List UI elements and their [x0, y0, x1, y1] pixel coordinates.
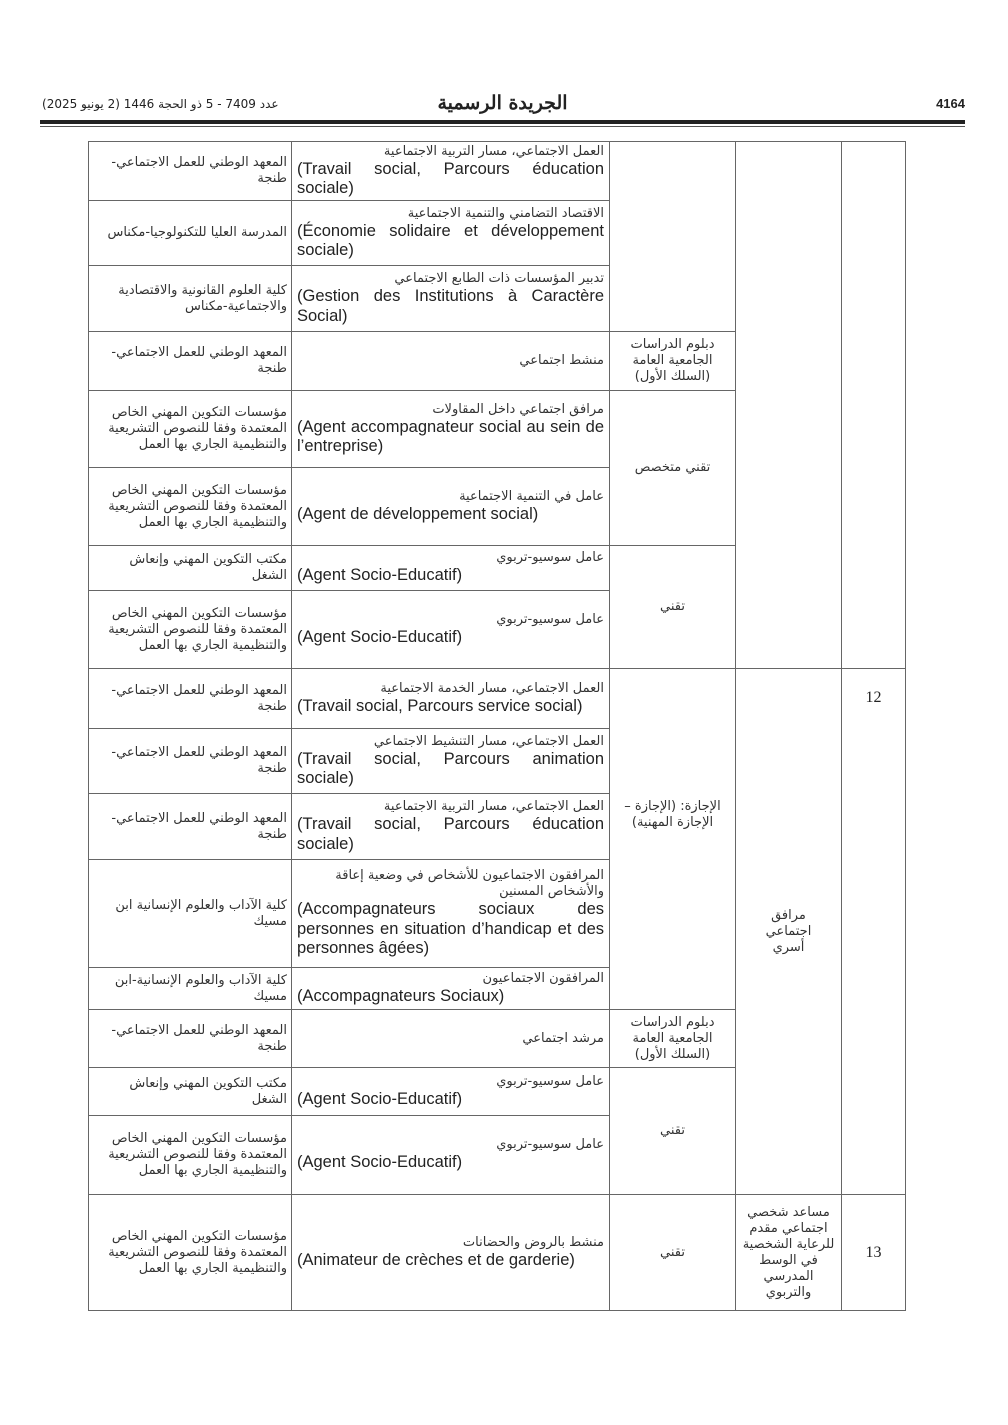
diploma-text: تقني متخصص — [634, 460, 711, 475]
row-number: 13 — [865, 1243, 882, 1261]
job-text: مرافق اجتماعي أسري — [765, 907, 812, 955]
table-cell-institution — [88, 590, 292, 669]
institution-text: المعهد الوطني للعمل الاجتماعي-طنجة — [111, 810, 287, 842]
table-cell-institution — [88, 859, 292, 968]
specialty-fr: (Agent Socio-Educatif) — [297, 1089, 463, 1108]
institution-text: مكتب التكوين المهني وإنعاش الشغل — [129, 552, 287, 583]
specialty-fr: (Travail social, Parcours animation sociale) — [297, 749, 604, 787]
table-cell-institution — [88, 668, 292, 729]
table-cell-institution — [88, 200, 292, 266]
diploma-text: الإجازة: (الإجازة – الإجازة المهنية) — [624, 799, 721, 830]
specialty-fr: (Agent Socio-Educatif) — [297, 627, 463, 646]
specialty-ar: تدبير المؤسسات ذات الطابع الاجتماعي — [394, 271, 604, 286]
header-rule-thin — [40, 126, 965, 127]
table-cell-diploma — [609, 1194, 736, 1311]
institution-text: مؤسسات التكوين المهني الخاص المعتمدة وفقا للنصوص التشريعية والتنظيمية الجاري بها العمل — [108, 482, 287, 530]
table-cell-diploma — [609, 390, 736, 546]
table-cell-diploma — [609, 331, 736, 391]
diploma-text: دبلوم الدراسات الجامعية العامة (السلك الأول) — [630, 337, 715, 384]
table-cell-number — [841, 668, 906, 1195]
table-cell-diploma — [609, 1009, 736, 1068]
table-cell-institution — [88, 545, 292, 591]
page-number: 4164 — [936, 96, 965, 111]
institution-text: المعهد الوطني للعمل الاجتماعي-طنجة — [111, 682, 287, 714]
institution-text: المعهد الوطني للعمل الاجتماعي-طنجة — [111, 1022, 287, 1054]
specialty-fr: (Travail social, Parcours éducation sociale) — [297, 815, 604, 853]
specialty-ar: منشط اجتماعي — [519, 353, 604, 368]
table-cell-diploma — [609, 668, 736, 1010]
table-cell-institution — [88, 728, 292, 794]
table-cell-specialty — [291, 728, 610, 794]
specialty-ar: عامل سوسيو-تربوي — [496, 611, 604, 627]
institution-text: مؤسسات التكوين المهني الخاص المعتمدة وفقا للنصوص التشريعية والتنظيمية الجاري بها العمل — [108, 405, 287, 452]
specialty-fr: (Agent de développement social) — [297, 504, 539, 523]
specialty-ar: عامل سوسيو-تربوي — [496, 1137, 604, 1153]
institution-text: كلية الآداب والعلوم الإنسانية-ابن مسيك — [114, 972, 287, 1004]
institution-text: المعهد الوطني للعمل الاجتماعي-طنجة — [111, 155, 287, 186]
specialty-ar: الاقتصاد التضامني والتنمية الاجتماعية — [407, 205, 604, 221]
specialty-ar: العمل الاجتماعي، مسار التنشيط الاجتماعي — [373, 733, 604, 749]
institution-text: المعهد الوطني للعمل الاجتماعي-طنجة — [111, 745, 287, 776]
diploma-text: دبلوم الدراسات الجامعية العامة (السلك الأول) — [630, 1014, 715, 1062]
specialty-fr: (Agent Socio-Educatif) — [297, 1153, 463, 1172]
institution-text: مؤسسات التكوين المهني الخاص المعتمدة وفقا للنصوص التشريعية والتنظيمية الجاري بها العمل — [108, 605, 287, 653]
specialty-fr: (Accompagnateurs sociaux des personnes en situation d’handicap et des personnes âgées) — [297, 900, 604, 958]
table-cell-institution — [88, 793, 292, 860]
table-cell-specialty — [291, 467, 610, 546]
institution-text: مؤسسات التكوين المهني الخاص المعتمدة وفقا للنصوص التشريعية والتنظيمية الجاري بها العمل — [108, 1228, 287, 1276]
institution-text: المعهد الوطني للعمل الاجتماعي-طنجة — [111, 345, 287, 376]
specialty-ar: العمل الاجتماعي، مسار التربية الاجتماعية — [383, 143, 604, 159]
table-cell-specialty — [291, 141, 610, 201]
table-cell-job — [735, 668, 842, 1195]
table-cell-job — [735, 1194, 842, 1311]
table-cell-specialty — [291, 967, 610, 1010]
specialty-fr: (Travail social, Parcours service social) — [297, 696, 583, 715]
table-cell-specialty — [291, 590, 610, 669]
specialty-ar: منشط بالروض والحضانات — [462, 1234, 604, 1250]
specialty-ar: مرافق اجتماعي داخل المقاولات — [432, 401, 604, 417]
institution-text: مكتب التكوين المهني وإنعاش الشغل — [129, 1075, 287, 1107]
table-cell-institution — [88, 141, 292, 201]
institution-text: المدرسة العليا للتكنولوجيا-مكناس — [107, 225, 287, 240]
table-cell-institution — [88, 265, 292, 332]
table-cell-institution — [88, 1009, 292, 1068]
specialty-ar: عامل في التنمية الاجتماعية — [459, 488, 604, 504]
institution-text: مؤسسات التكوين المهني الخاص المعتمدة وفقا للنصوص التشريعية والتنظيمية الجاري بها العمل — [108, 1131, 287, 1178]
gazette-title: الجريدة الرسمية — [437, 92, 568, 114]
row-number: 12 — [865, 689, 882, 706]
table-cell-institution — [88, 1067, 292, 1116]
table-cell-specialty — [291, 545, 610, 591]
job-text: مساعد شخصي اجتماعي مقدم للرعاية الشخصية في الوسط المدرسي والتربوي — [742, 1204, 835, 1300]
specialty-ar: العمل الاجتماعي، مسار الخدمة الاجتماعية — [380, 680, 604, 696]
diploma-text: تقني — [660, 1123, 685, 1138]
table-cell-diploma — [609, 545, 736, 669]
table-cell-specialty — [291, 859, 610, 968]
specialty-ar: العمل الاجتماعي، مسار التربية الاجتماعية — [383, 799, 604, 814]
specialty-ar: مرشد اجتماعي — [522, 1030, 604, 1046]
table-cell-number — [841, 141, 906, 669]
table-cell-institution — [88, 967, 292, 1010]
page-header — [40, 92, 965, 122]
table-cell-specialty — [291, 331, 610, 391]
specialty-ar: عامل سوسيو-تربوي — [496, 1073, 604, 1089]
table-cell-institution — [88, 1194, 292, 1311]
table-cell-specialty — [291, 390, 610, 468]
table-cell-diploma — [609, 1067, 736, 1195]
table-cell-specialty — [291, 668, 610, 729]
table-cell-specialty — [291, 1009, 610, 1068]
institution-text: كلية الآداب والعلوم الإنسانية ابن مسيك — [115, 897, 287, 929]
table-cell-specialty — [291, 1194, 610, 1311]
issue-info: عدد 7409 - 5 ذو الحجة 1446 (2 يونيو 2025) — [42, 97, 279, 111]
specialty-ar: عامل سوسيو-تربوي — [496, 550, 604, 566]
table-cell-specialty — [291, 265, 610, 332]
specialty-fr: (Accompagnateurs Sociaux) — [297, 986, 505, 1005]
diploma-text: تقني — [660, 1244, 685, 1260]
table-cell-job — [735, 141, 842, 669]
table-cell-specialty — [291, 1067, 610, 1116]
specialty-fr: (Agent Socio-Educatif) — [297, 566, 463, 585]
table-cell-number — [841, 1194, 906, 1311]
specialty-ar: المرافقون الاجتماعيون — [482, 970, 604, 986]
table-cell-specialty — [291, 793, 610, 860]
table-cell-institution — [88, 331, 292, 391]
table-cell-institution — [88, 1115, 292, 1195]
specialty-ar: المرافقون الاجتماعيون للأشخاص في وضعية إعاقة والأشخاص المسنين — [335, 868, 604, 900]
specialty-fr: (Travail social, Parcours éducation sociale) — [297, 159, 604, 197]
table-cell-institution — [88, 467, 292, 546]
diploma-text: تقني — [660, 599, 685, 614]
specialty-fr: (Économie solidaire et développement sociale) — [297, 221, 604, 259]
table-cell-specialty — [291, 200, 610, 266]
table-cell-diploma — [609, 141, 736, 332]
specialty-fr: (Agent accompagnateur social au sein de l’entreprise) — [297, 417, 604, 455]
table-cell-specialty — [291, 1115, 610, 1195]
header-rule-thick — [40, 120, 965, 124]
institution-text: كلية العلوم القانونية والاقتصادية والاجتماعية-مكناس — [118, 282, 287, 314]
specialty-fr: (Animateur de crèches et de garderie) — [297, 1250, 575, 1269]
table-cell-institution — [88, 390, 292, 468]
specialty-fr: (Gestion des Institutions à Caractère Social) — [297, 287, 604, 325]
